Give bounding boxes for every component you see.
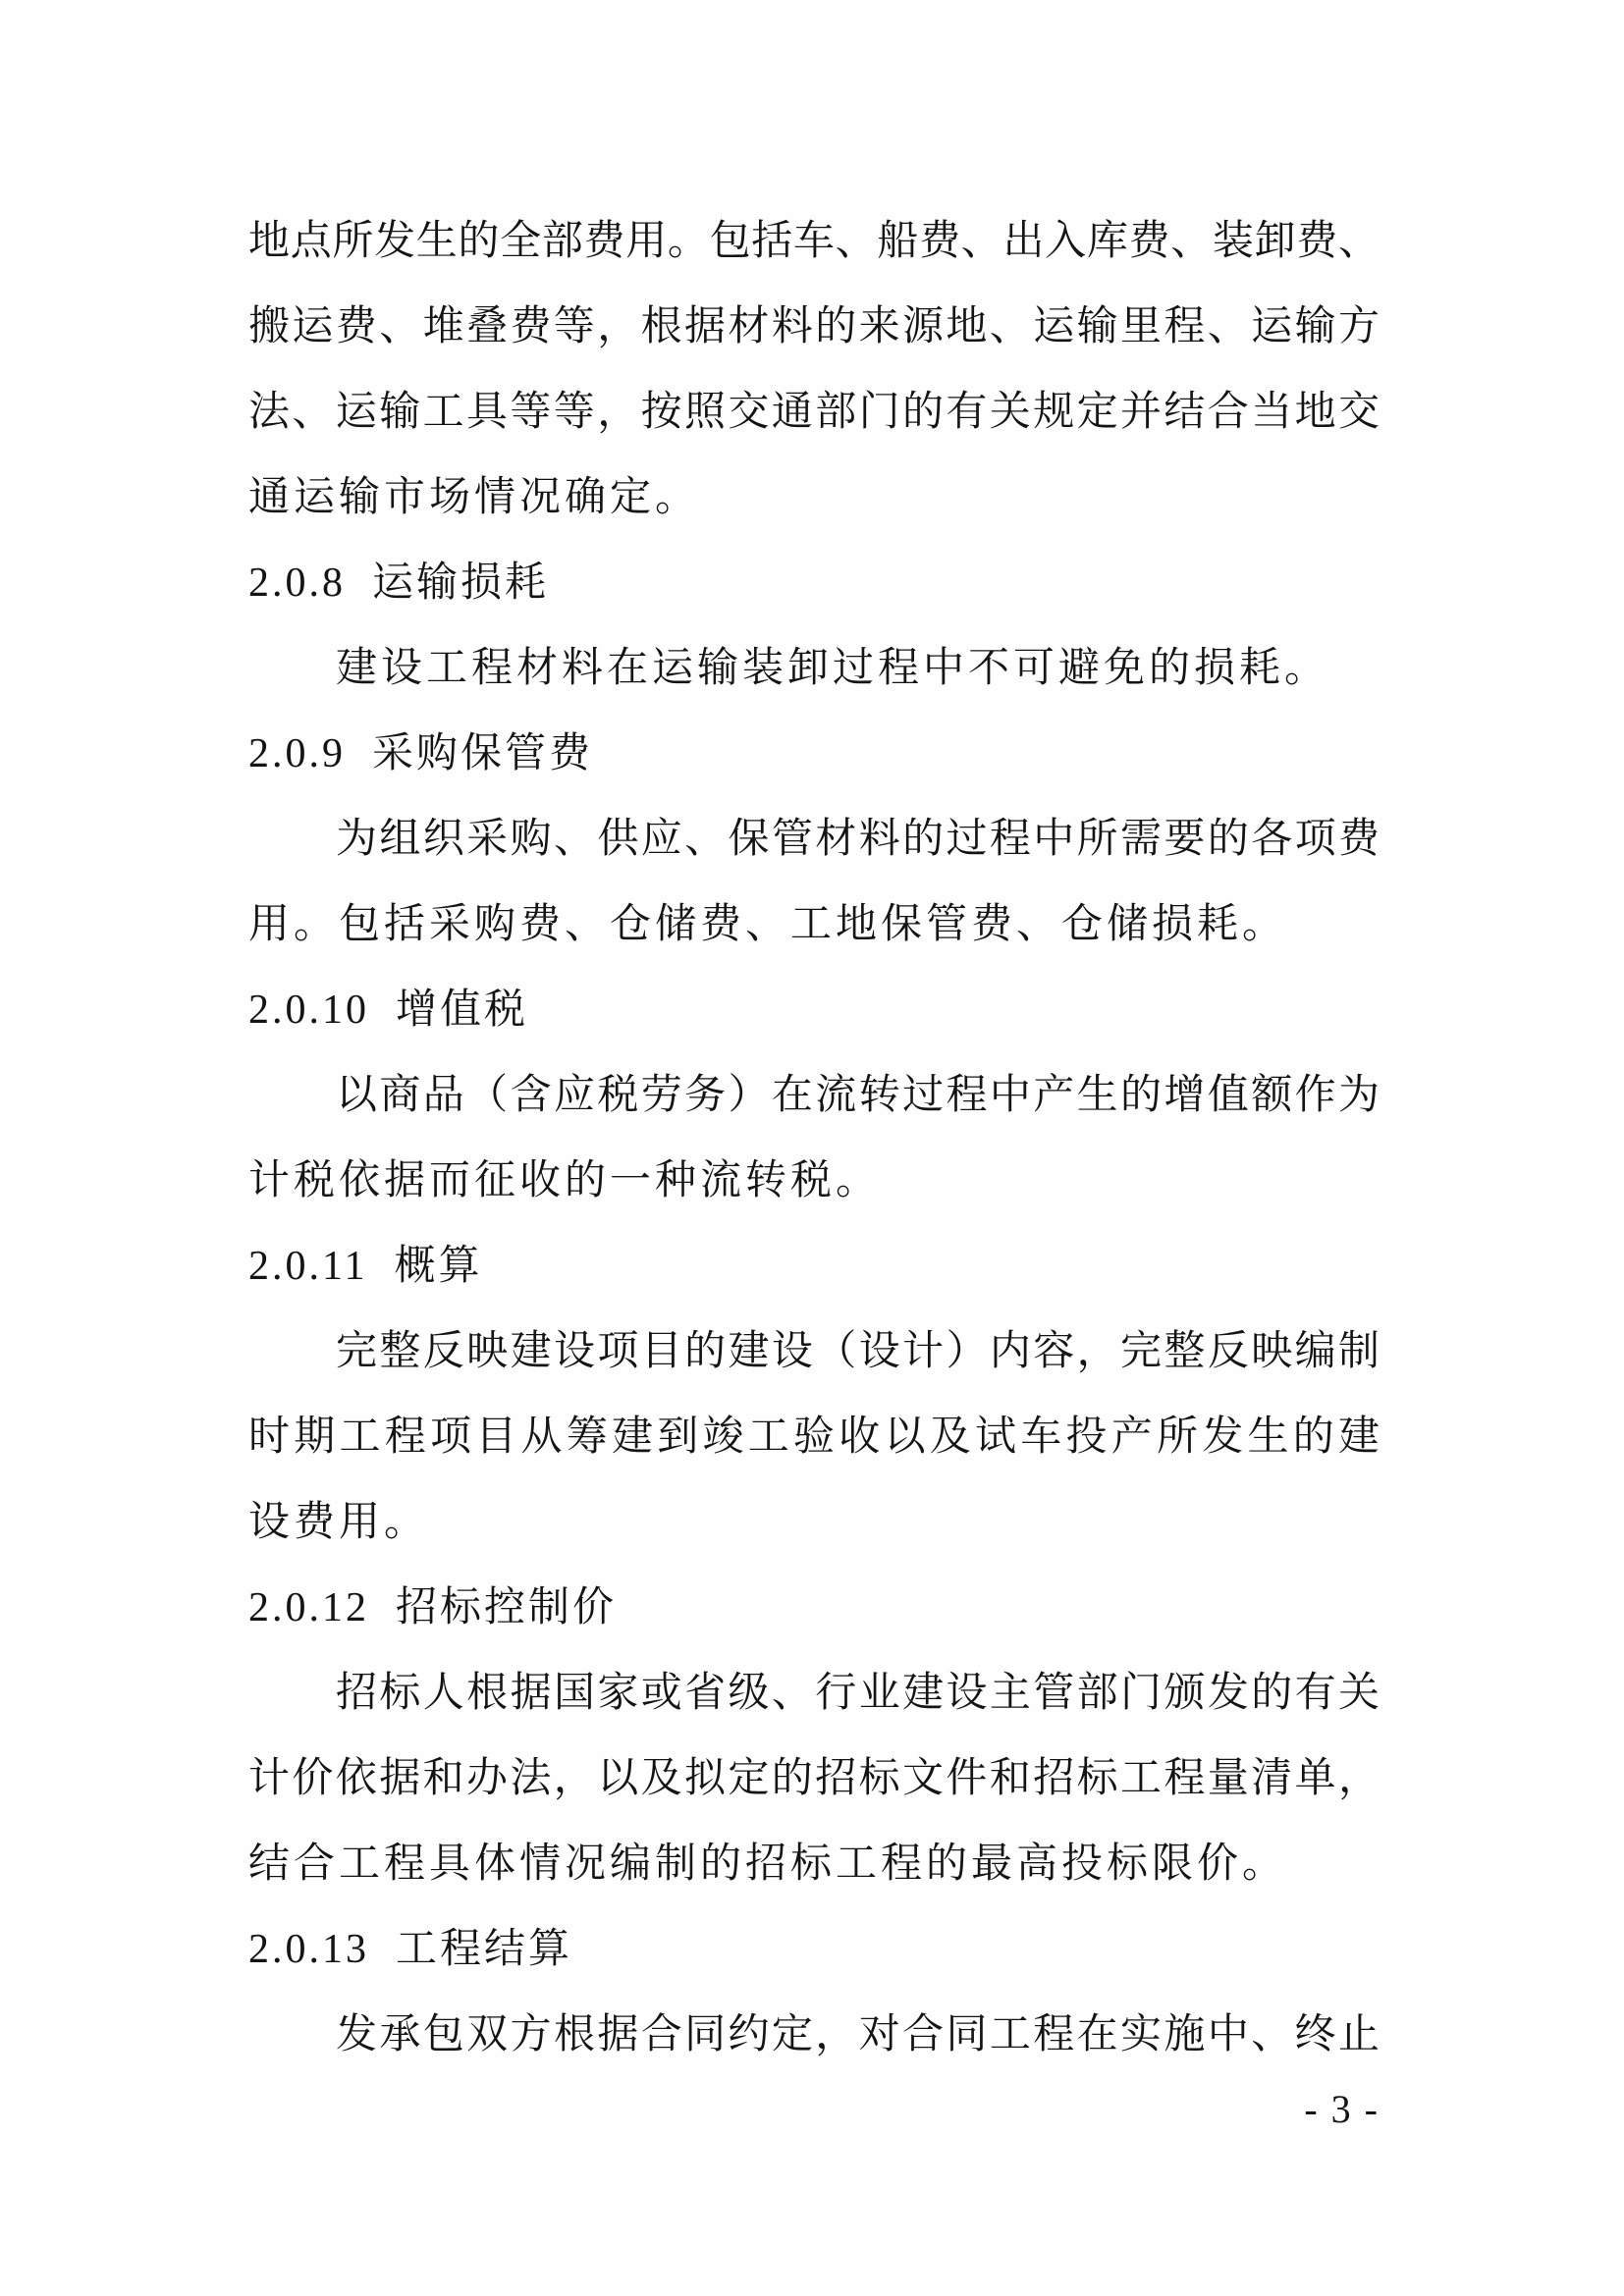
text-line: 2.0.11 概算 <box>248 1244 483 1289</box>
page-body <box>248 199 1380 2078</box>
text-line: 建设工程材料在运输装卸过程中不可避免的损耗。 <box>336 646 1330 691</box>
text-line: 法、运输工具等等，按照交通部门的有关规定并结合当地交 <box>248 390 1380 435</box>
text-line: 以商品（含应税劳务）在流转过程中产生的增值额作为 <box>336 1073 1380 1118</box>
text-line: 为组织采购、供应、保管材料的过程中所需要的各项费 <box>336 817 1380 862</box>
text-line: 结合工程具体情况编制的招标工程的最高投标限价。 <box>248 1842 1288 1887</box>
text-line: 计价依据和办法，以及拟定的招标文件和招标工程量清单， <box>248 1756 1380 1801</box>
text-line: 通运输市场情况确定。 <box>248 475 701 520</box>
text-line: 地点所发生的全部费用。包括车、船费、出入库费、装卸费、 <box>248 219 1380 264</box>
text-line: 2.0.8 运输损耗 <box>248 561 550 606</box>
text-line: 发承包双方根据合同约定，对合同工程在实施中、终止 <box>336 2012 1380 2057</box>
text-line: 完整反映建设项目的建设（设计）内容，完整反映编制 <box>336 1329 1380 1374</box>
text-line: 招标人根据国家或省级、行业建设主管部门颁发的有关 <box>336 1671 1380 1716</box>
text-line: 用。包括采购费、仓储费、工地保管费、仓储损耗。 <box>248 902 1288 947</box>
text-line: 2.0.10 增值税 <box>248 988 529 1033</box>
text-line: 2.0.9 采购保管费 <box>248 731 594 776</box>
text-line: 搬运费、堆叠费等，根据材料的来源地、运输里程、运输方 <box>248 304 1380 349</box>
text-line: 设费用。 <box>248 1500 430 1545</box>
text-line: 2.0.13 工程结算 <box>248 1927 573 1972</box>
page-number: - 3 - <box>1304 2087 1380 2131</box>
text-line: 计税依据而征收的一种流转税。 <box>248 1158 882 1203</box>
text-line: 时期工程项目从筹建到竣工验收以及试车投产所发生的建 <box>248 1415 1380 1460</box>
text-line: 2.0.12 招标控制价 <box>248 1585 618 1630</box>
